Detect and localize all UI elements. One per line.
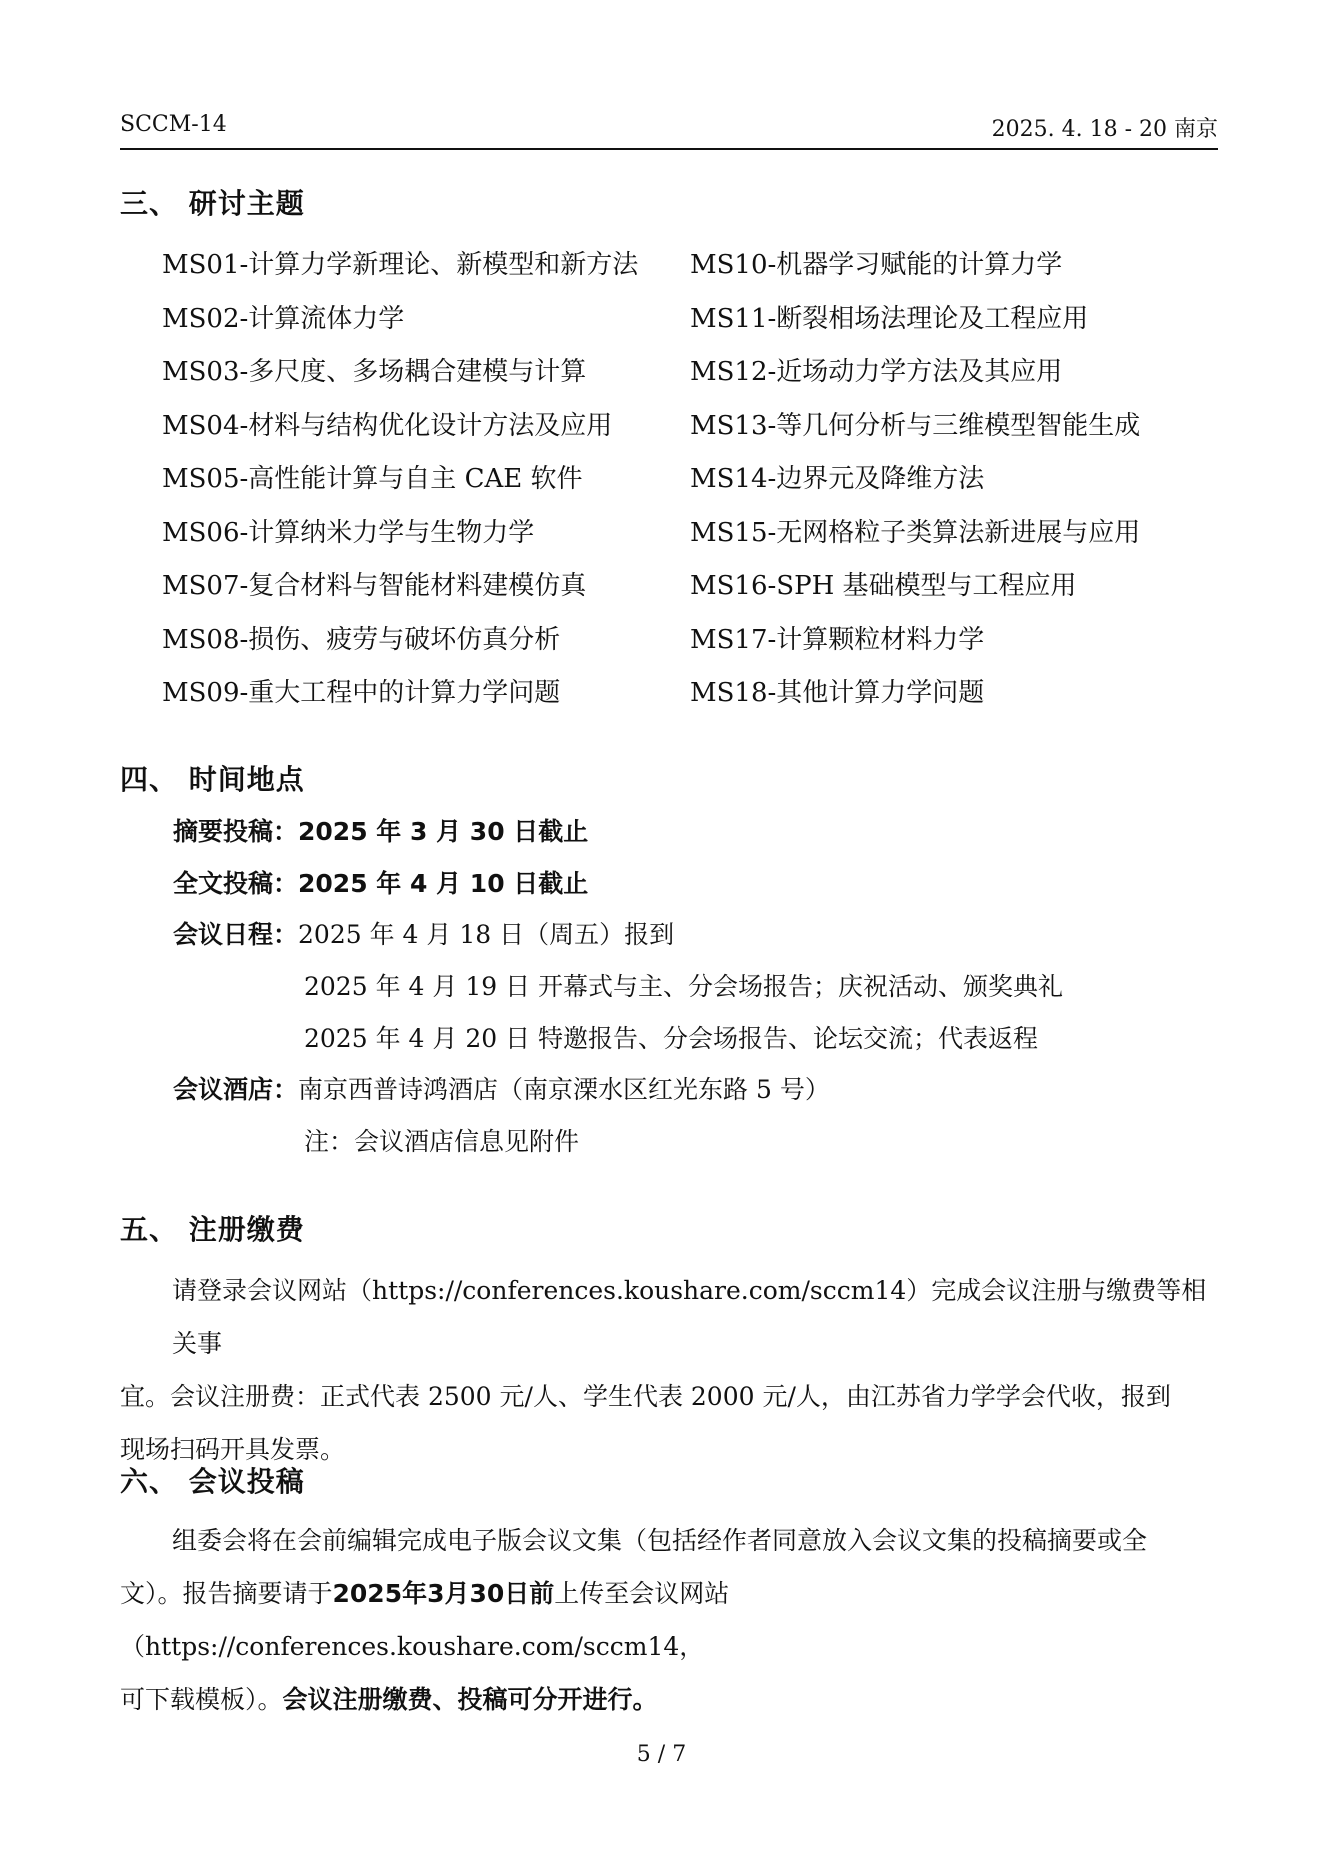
topic-item: MS17-计算颗粒材料力学 (690, 624, 985, 655)
topic-item: MS08-损伤、疲劳与破坏仿真分析 (162, 624, 561, 655)
section-title-topics: 三、 研讨主题 (120, 187, 305, 220)
header-date-location: 2025. 4. 18 - 20 南京 (991, 117, 1218, 142)
topic-item: MS02-计算流体力学 (162, 303, 405, 334)
topic-item: MS03-多尺度、多场耦合建模与计算 (162, 357, 587, 387)
schedule-row (173, 915, 674, 951)
topic-item: MS15-无网格粒子类算法新进展与应用 (690, 517, 1141, 548)
topic-item: MS11-断裂相场法理论及工程应用 (690, 303, 1089, 334)
topic-item: MS10-机器学习赋能的计算力学 (690, 250, 1063, 280)
topic-item: MS12-近场动力学方法及其应用 (690, 357, 1063, 387)
hotel-note: 注：会议酒店信息见附件 (304, 1127, 580, 1156)
abstract-deadline-value: 2025 年 3 月 30 日截止 (298, 817, 589, 846)
submission-separate-note: 会议注册缴费、投稿可分开进行。 (282, 1685, 658, 1714)
topic-item: MS18-其他计算力学问题 (690, 678, 985, 708)
schedule-day-3: 2025 年 4 月 20 日 特邀报告、分会场报告、论坛交流；代表返程 (304, 1024, 1039, 1053)
hotel-value: 南京西普诗鸿酒店（南京溧水区红光东路 5 号） (298, 1075, 830, 1104)
schedule-day-1: 2025 年 4 月 18 日（周五）报到 (298, 920, 675, 949)
registration-line-1: 请登录会议网站（https://conferences.koushare.com/sccm14）完成会议注册与缴费等相关事 (172, 1276, 1207, 1358)
section-title-time-place: 四、 时间地点 (120, 763, 305, 796)
registration-line-2: 宜。会议注册费：正式代表 2500 元/人、学生代表 2000 元/人，由江苏省力学学会代收，报到 (120, 1382, 1171, 1411)
header-conference-code: SCCM-14 (120, 112, 227, 137)
topic-item: MS01-计算力学新理论、新模型和新方法 (162, 250, 639, 280)
submission-line-1: 组委会将在会前编辑完成电子版会议文集（包括经作者同意放入会议文集的投稿摘要或全 (172, 1526, 1148, 1555)
submission-line-2 (120, 1567, 1218, 1673)
submission-line-2-c: 上传至会议网站（https://conferences.koushare.com/sccm14， (120, 1579, 730, 1661)
submission-line-3 (120, 1673, 1218, 1726)
topic-item: MS14-边界元及降维方法 (690, 464, 985, 494)
submission-deadline-emphasis: 2025年3月30日前 (332, 1579, 555, 1608)
fulltext-deadline-label: 全文投稿： (173, 869, 299, 898)
submission-paragraph (120, 1514, 1218, 1726)
section-title-registration: 五、 注册缴费 (120, 1213, 305, 1246)
section-title-submission: 六、 会议投稿 (120, 1465, 305, 1498)
abstract-deadline-label: 摘要投稿： (173, 817, 299, 846)
fulltext-deadline-value: 2025 年 4 月 10 日截止 (298, 869, 589, 898)
registration-line-3: 现场扫码开具发票。 (120, 1435, 346, 1464)
topic-item: MS16-SPH 基础模型与工程应用 (690, 571, 1077, 601)
topic-item: MS09-重大工程中的计算力学问题 (162, 678, 561, 708)
registration-paragraph (120, 1264, 1218, 1476)
page-header (120, 112, 1218, 150)
fulltext-deadline-row (173, 864, 588, 900)
topic-item: MS13-等几何分析与三维模型智能生成 (690, 410, 1141, 441)
submission-line-2-a: 文）。报告摘要请于 (120, 1579, 333, 1608)
schedule-label: 会议日程： (173, 920, 299, 949)
abstract-deadline-row (173, 812, 588, 848)
page-number: 5 / 7 (636, 1742, 687, 1767)
topic-item: MS07-复合材料与智能材料建模仿真 (162, 571, 587, 601)
topic-item: MS05-高性能计算与自主 CAE 软件 (162, 464, 583, 494)
schedule-day-2: 2025 年 4 月 19 日 开幕式与主、分会场报告；庆祝活动、颁奖典礼 (304, 972, 1064, 1001)
hotel-label: 会议酒店： (173, 1075, 299, 1104)
submission-line-3-a: 可下载模板）。 (120, 1685, 283, 1714)
topic-item: MS04-材料与结构优化设计方法及应用 (162, 410, 613, 441)
topic-item: MS06-计算纳米力学与生物力学 (162, 517, 535, 548)
hotel-row (173, 1070, 830, 1106)
